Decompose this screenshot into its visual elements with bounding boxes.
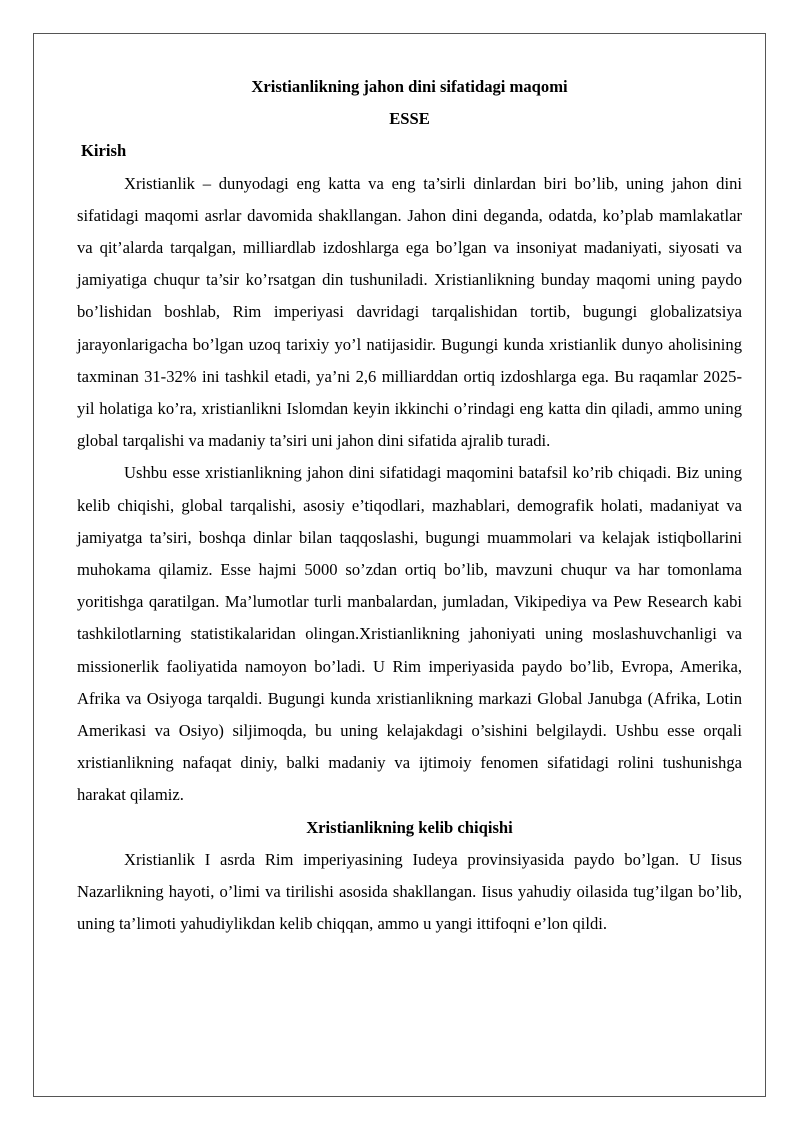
- intro-paragraph-1: Xristianlik – dunyodagi eng katta va eng ta’sirli dinlardan biri bo’lib, uning jahon dini sifatidagi maqomi asrlar davomida shakllangan. Jahon dini deganda, odatda, ko’plab mamlakatlar va qit’alarda tarqalgan, milliardlab izdoshlarga ega bo’lgan va insoniyat madaniyati, siyosati va jamiyatiga chuqur ta’sir ko’rsatgan din tushuniladi. Xristianlikning bunday maqomi uning paydo bo’lishidan boshlab, Rim imperiyasi davridagi tarqalishidan tortib, bugungi globalizatsiya jarayonlarigacha bo’lgan uzoq tarixiy yo’l natijasidir. Bugungi kunda xristianlik dunyo aholisining taxminan 31-32% ini tashkil etadi, ya’ni 2,6 milliarddan ortiq izdoshlarga ega. Bu raqamlar 2025-yil holatiga ko’ra, xristianlikni Islomdan keyin ikkinchi o’rindagi eng katta din qiladi, ammo uning global tarqalishi va madaniy ta’siri uni jahon dini sifatida ajralib turadi.: [77, 173, 742, 451]
- document-body: [77, 71, 742, 940]
- document-title: Xristianlikning jahon dini sifatidagi maqomi: [251, 77, 568, 96]
- intro-heading: Kirish: [81, 141, 127, 161]
- intro-paragraph-2: Ushbu esse xristianlikning jahon dini sifatidagi maqomini batafsil ko’rib chiqadi. Biz uning kelib chiqishi, global tarqalishi, asosiy e’tiqodlari, mazhablari, demografik holati, madaniyat va jamiyatga ta’siri, boshqa dinlar bilan taqqoslashi, bugungi muammolari va kelajak istiqbollarini muhokama qilamiz. Esse hajmi 5000 so’zdan ortiq bo’lib, mavzuni chuqur va har tomonlama yoritishga qaratilgan. Ma’lumotlar turli manbalardan, jumladan, Vikipediya va Pew Research kabi tashkilotlarning statistikalaridan olingan.Xristianlikning jahoniyati uning moslashuvchanligi va missionerlik faoliyatida namoyon bo’ladi. U Rim imperiyasida paydo bo’lib, Evropa, Amerika, Afrika va Osiyoga tarqaldi. Bugungi kunda xristianlikning markazi Global Janubga (Afrika, Lotin Amerikasi va Osiyo) siljimoqda, bu uning kelajakdagi o’sishini belgilaydi. Ushbu esse orqali xristianlikning nafaqat diniy, balki madaniy va ijtimoiy fenomen sifatidagi rolini tushunishga harakat qilamiz.: [77, 463, 742, 805]
- section-paragraph: Xristianlik I asrda Rim imperiyasining Iudeya provinsiyasida paydo bo’lgan. U Iisus Nazarlikning hayoti, o’limi va tirilishi asosida shakllangan. Iisus yahudiy oilasida tug’ilgan bo’lib, uning ta’limoti yahudiylikdan kelib chiqqan, ammo u yangi ittifoqni e’lon qildi.: [77, 849, 742, 934]
- document-subtitle: ESSE: [389, 109, 430, 129]
- section-heading: Xristianlikning kelib chiqishi: [306, 817, 513, 837]
